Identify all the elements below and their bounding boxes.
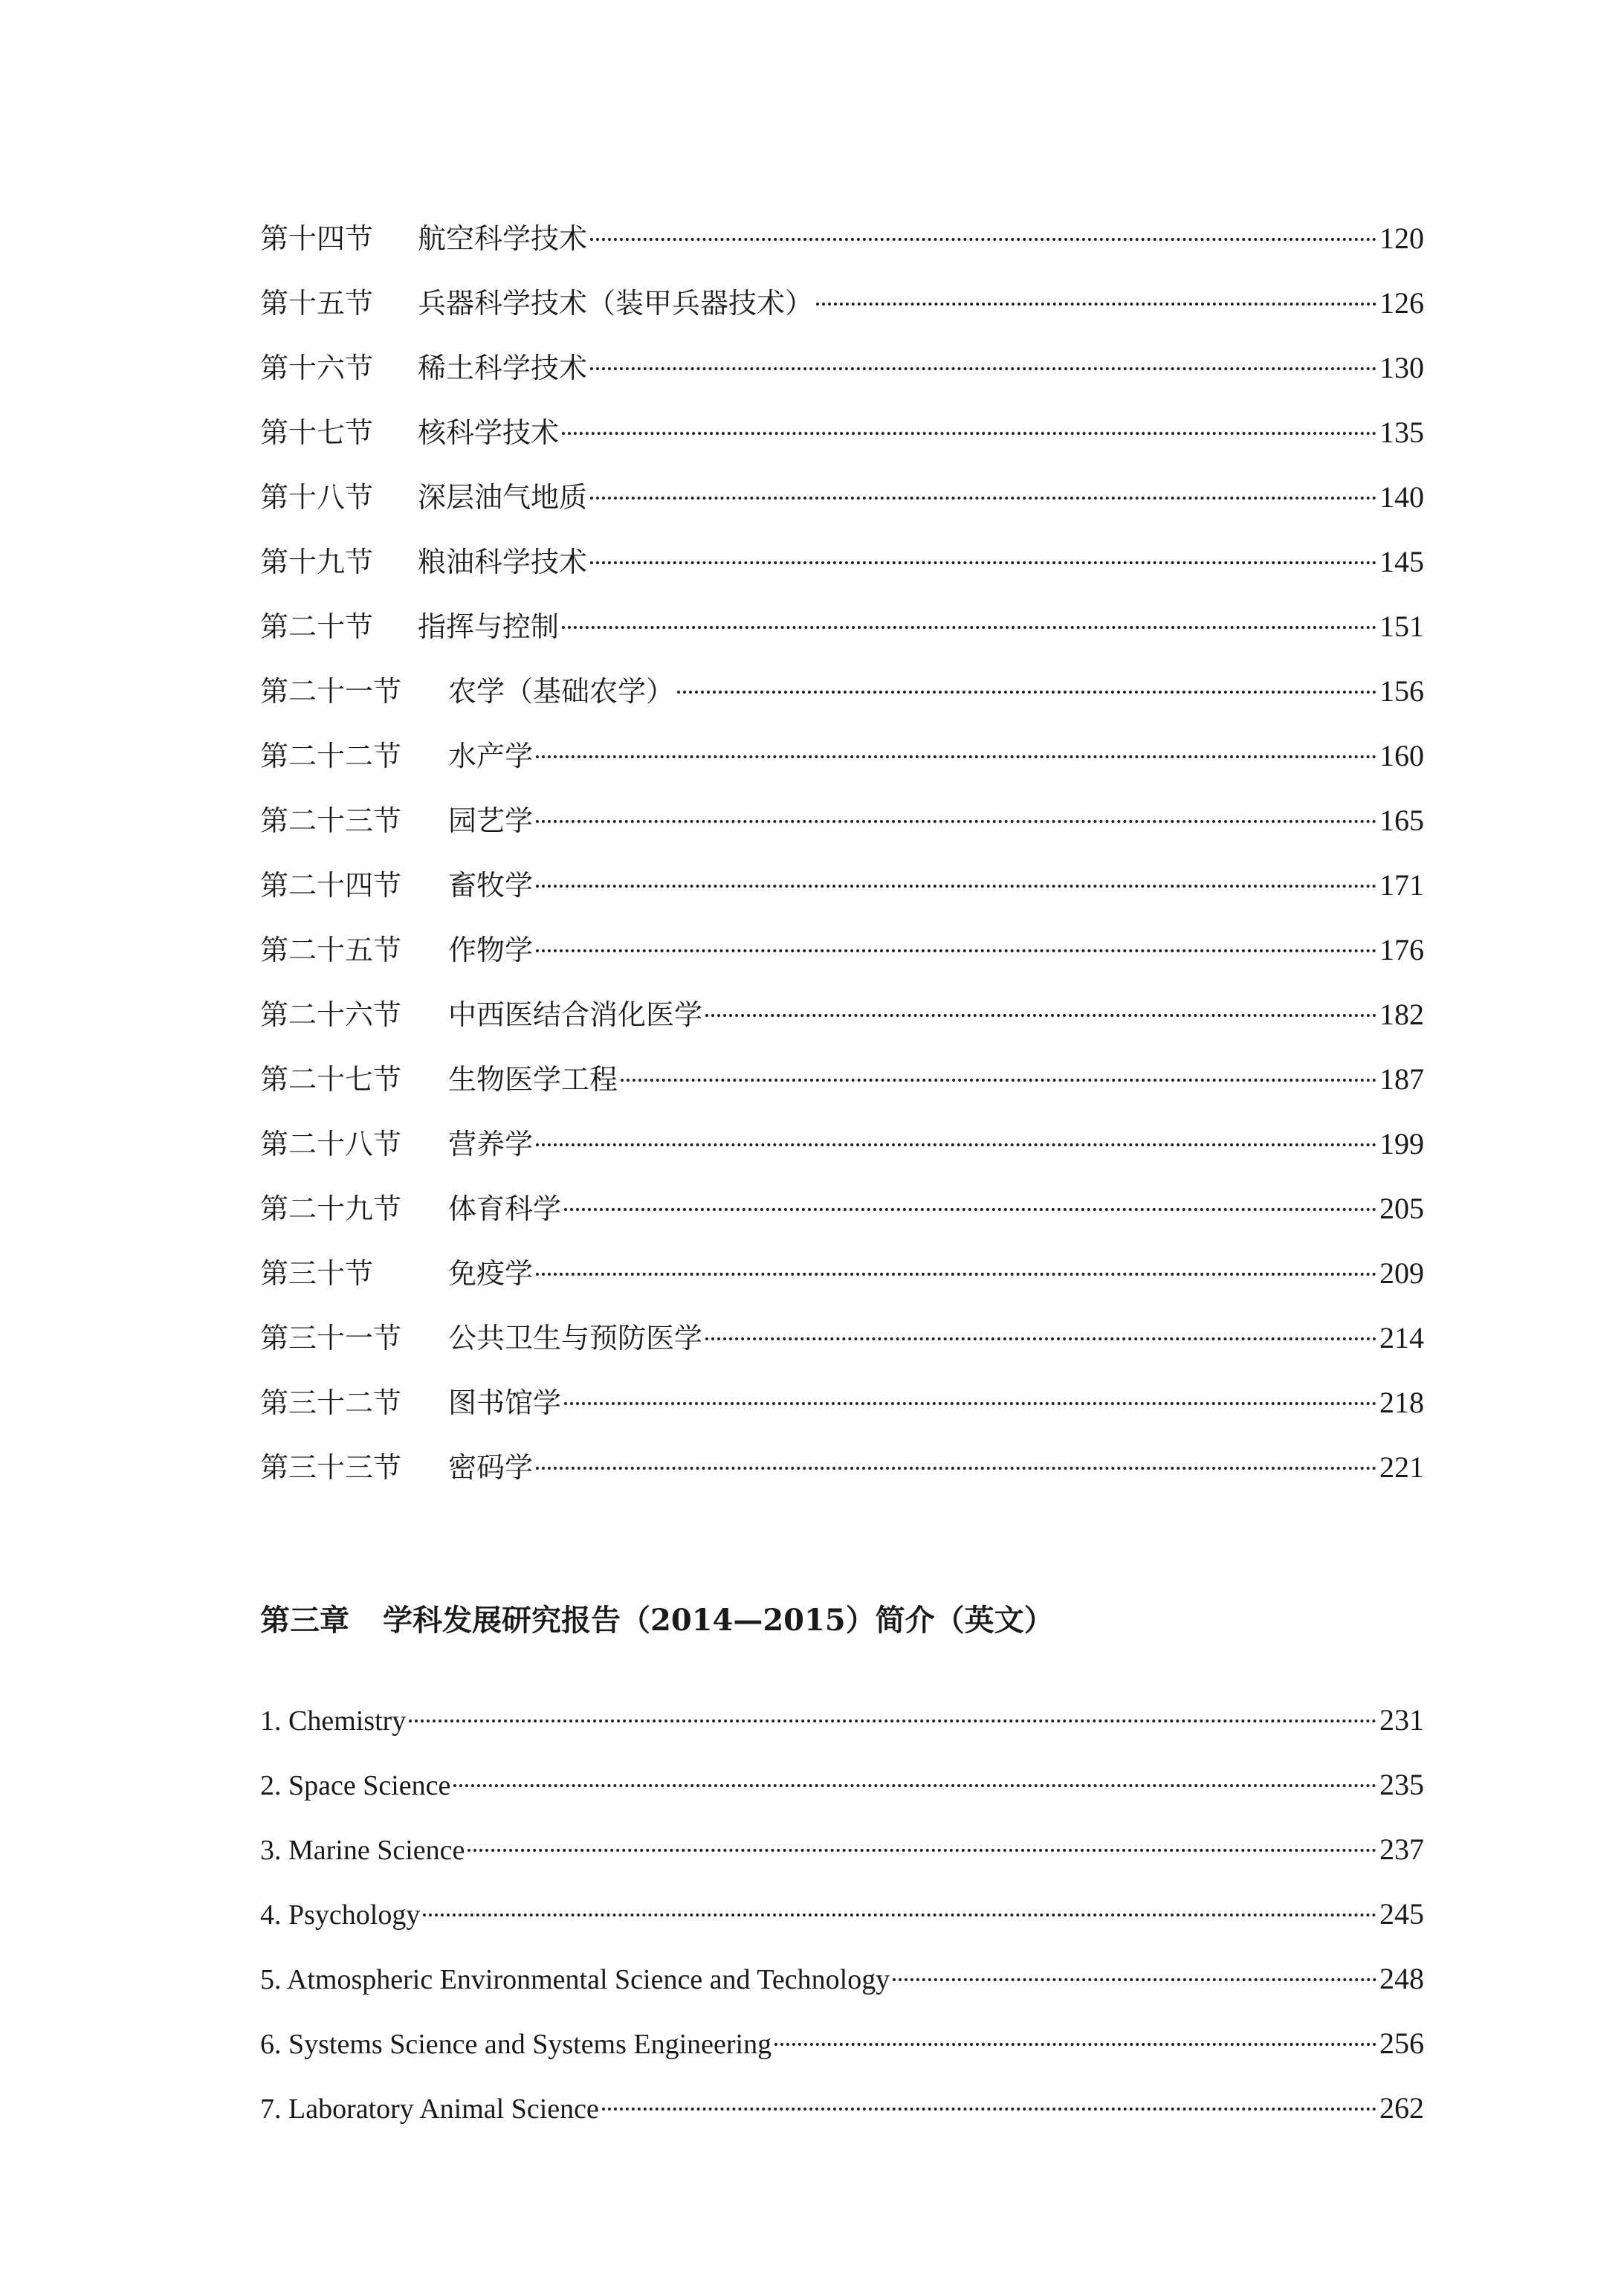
toc-entry[interactable] <box>260 1370 1424 1435</box>
page-number: 209 <box>1379 1256 1424 1290</box>
toc-entry[interactable] <box>260 2076 1424 2140</box>
toc-entry[interactable] <box>260 271 1424 335</box>
dot-leader <box>677 691 1376 694</box>
toc-entry[interactable] <box>260 1305 1424 1370</box>
dot-leader <box>423 1914 1376 1917</box>
item-title: 1. Chemistry <box>260 1705 407 1737</box>
section-title: 深层油气地质 <box>418 481 588 514</box>
dot-leader <box>621 1079 1376 1082</box>
page-number: 176 <box>1379 933 1424 966</box>
section-title: 水产学 <box>448 740 534 772</box>
section-number: 第二十九节 <box>260 1192 402 1225</box>
dot-leader <box>564 1402 1376 1405</box>
section-title: 生物医学工程 <box>448 1063 618 1096</box>
section-number: 第十五节 <box>260 287 374 320</box>
chapter-title: 学科发展研究报告（2014—2015）简介（英文） <box>383 1603 1054 1638</box>
toc-entry[interactable] <box>260 529 1424 594</box>
section-title: 图书馆学 <box>448 1386 562 1419</box>
toc-entry[interactable] <box>260 400 1424 465</box>
dot-leader <box>705 1337 1376 1340</box>
dot-leader <box>536 820 1376 823</box>
section-number: 第三十一节 <box>260 1322 402 1354</box>
dot-leader <box>468 1849 1376 1852</box>
page-number: 235 <box>1379 1768 1424 1801</box>
toc-entry[interactable] <box>260 659 1424 723</box>
page-number: 248 <box>1379 1962 1424 1995</box>
section-title: 航空科学技术 <box>418 222 588 255</box>
item-title: 5. Atmospheric Environmental Science and Technology <box>260 1964 890 1995</box>
toc-entry[interactable] <box>260 1176 1424 1241</box>
dot-leader <box>816 303 1376 306</box>
page-number: 262 <box>1379 2091 1424 2125</box>
dot-leader <box>536 1273 1376 1276</box>
chapter-heading <box>260 1597 1054 1639</box>
section-title: 密码学 <box>448 1451 534 1484</box>
section-title: 粮油科学技术 <box>418 546 588 578</box>
toc-entry[interactable] <box>260 1047 1424 1111</box>
toc-entry[interactable] <box>260 1241 1424 1305</box>
dot-leader <box>536 755 1376 758</box>
section-title: 免疫学 <box>448 1257 534 1290</box>
page-number: 199 <box>1379 1127 1424 1160</box>
dot-leader <box>590 238 1376 241</box>
toc-entry[interactable] <box>260 335 1424 400</box>
dot-leader <box>536 885 1376 888</box>
item-title: 7. Laboratory Animal Science <box>260 2093 599 2125</box>
dot-leader <box>564 1208 1376 1211</box>
section-number: 第三十节 <box>260 1257 374 1290</box>
toc-entry[interactable] <box>260 853 1424 917</box>
section-number: 第二十二节 <box>260 740 402 772</box>
section-number: 第二十一节 <box>260 675 402 708</box>
section-number: 第三十二节 <box>260 1386 402 1419</box>
section-number: 第十六节 <box>260 352 374 384</box>
section-number: 第二十五节 <box>260 934 402 966</box>
page-number: 151 <box>1379 610 1424 643</box>
dot-leader <box>536 949 1376 952</box>
dot-leader <box>453 1784 1376 1787</box>
toc-entry[interactable] <box>260 1688 1424 1752</box>
page-number: 135 <box>1379 416 1424 449</box>
dot-leader <box>536 1143 1376 1146</box>
toc-english-list <box>260 1688 1424 2140</box>
page-number: 256 <box>1379 2027 1424 2060</box>
dot-leader <box>562 432 1376 435</box>
item-title: 6. Systems Science and Systems Engineering <box>260 2029 772 2060</box>
section-number: 第二十三节 <box>260 804 402 837</box>
section-title: 园艺学 <box>448 804 534 837</box>
section-title: 体育科学 <box>448 1192 562 1225</box>
toc-entry[interactable] <box>260 1882 1424 1946</box>
page-number: 245 <box>1379 1897 1424 1931</box>
dot-leader <box>536 1467 1376 1470</box>
section-title: 公共卫生与预防医学 <box>448 1322 703 1354</box>
page-number: 130 <box>1379 351 1424 384</box>
section-number: 第十四节 <box>260 222 374 255</box>
dot-leader <box>409 1719 1376 1722</box>
dot-leader <box>562 626 1376 629</box>
section-number: 第二十六节 <box>260 998 402 1031</box>
toc-entry[interactable] <box>260 465 1424 529</box>
dot-leader <box>590 367 1376 370</box>
section-number: 第二十节 <box>260 610 374 643</box>
section-title: 作物学 <box>448 934 534 966</box>
page-number: 126 <box>1379 286 1424 320</box>
section-number: 第三十三节 <box>260 1451 402 1484</box>
page-number: 140 <box>1379 480 1424 514</box>
section-number: 第十七节 <box>260 416 374 449</box>
dot-leader <box>774 2043 1376 2046</box>
section-title: 兵器科学技术（装甲兵器技术） <box>418 287 814 320</box>
toc-entry[interactable] <box>260 788 1424 853</box>
section-title: 指挥与控制 <box>418 610 560 643</box>
toc-entry[interactable] <box>260 1817 1424 1882</box>
section-title: 稀土科学技术 <box>418 352 588 384</box>
section-title: 核科学技术 <box>418 416 560 449</box>
dot-leader <box>893 1978 1376 1981</box>
page-number: 182 <box>1379 998 1424 1031</box>
page-number: 218 <box>1379 1386 1424 1419</box>
section-number: 第二十四节 <box>260 869 402 902</box>
toc-entry[interactable] <box>260 2011 1424 2076</box>
page-number: 214 <box>1379 1321 1424 1354</box>
item-title: 4. Psychology <box>260 1899 421 1931</box>
dot-leader <box>590 497 1376 500</box>
toc-entry[interactable] <box>260 206 1424 271</box>
toc-entry[interactable] <box>260 594 1424 659</box>
page-number: 156 <box>1379 674 1424 708</box>
toc-entry[interactable] <box>260 917 1424 982</box>
item-title: 3. Marine Science <box>260 1835 465 1866</box>
section-number: 第十八节 <box>260 481 374 514</box>
toc-entry[interactable] <box>260 723 1424 788</box>
section-title: 畜牧学 <box>448 869 534 902</box>
section-number: 第二十八节 <box>260 1128 402 1160</box>
toc-entry[interactable] <box>260 1435 1424 1499</box>
page-number: 237 <box>1379 1832 1424 1866</box>
page-number: 171 <box>1379 868 1424 902</box>
page-number: 205 <box>1379 1192 1424 1225</box>
page-number: 165 <box>1379 804 1424 837</box>
page-number: 231 <box>1379 1703 1424 1737</box>
section-title: 中西医结合消化医学 <box>448 998 703 1031</box>
toc-entry[interactable] <box>260 1111 1424 1176</box>
page-number: 145 <box>1379 545 1424 578</box>
page-number: 187 <box>1379 1062 1424 1096</box>
toc-entry[interactable] <box>260 1752 1424 1817</box>
section-title: 营养学 <box>448 1128 534 1160</box>
page-number: 221 <box>1379 1450 1424 1484</box>
toc-entry[interactable] <box>260 982 1424 1047</box>
page-number: 160 <box>1379 739 1424 772</box>
section-number: 第十九节 <box>260 546 374 578</box>
section-title: 农学（基础农学） <box>448 675 675 708</box>
dot-leader <box>602 2108 1376 2111</box>
dot-leader <box>590 561 1376 564</box>
dot-leader <box>705 1014 1376 1017</box>
page-number: 120 <box>1379 222 1424 255</box>
item-title: 2. Space Science <box>260 1770 451 1801</box>
toc-section-list <box>260 206 1424 1499</box>
section-number: 第二十七节 <box>260 1063 402 1096</box>
toc-entry[interactable] <box>260 1946 1424 2011</box>
chapter-number: 第三章 <box>260 1603 349 1638</box>
